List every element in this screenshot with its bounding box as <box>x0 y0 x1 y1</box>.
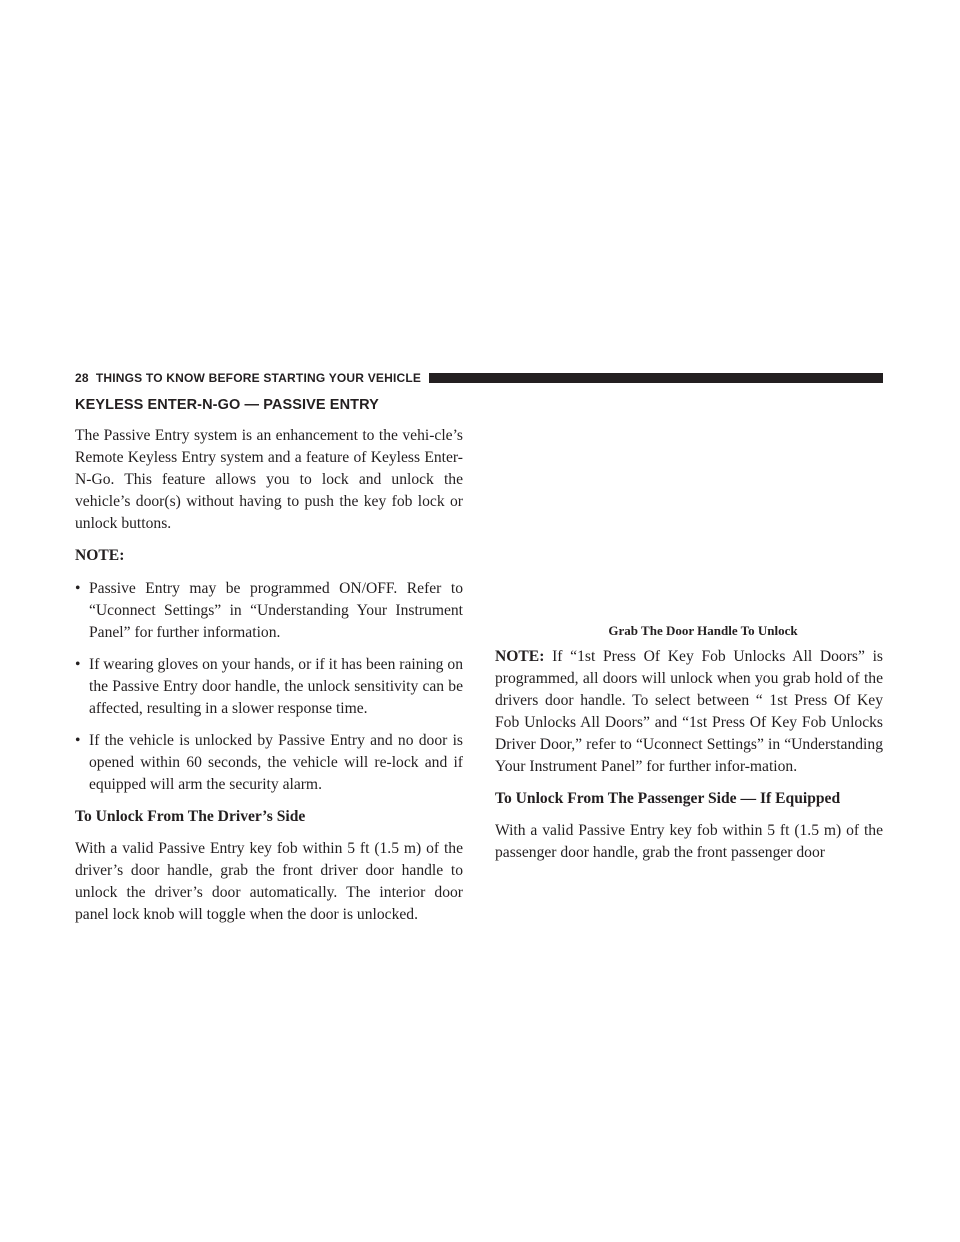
right-column <box>495 394 883 874</box>
driver-side-paragraph: With a valid Passive Entry key fob within 5 ft (1.5 m) of the driver’s door handle, grab the front driver door handle to unlock the driver’s door automatically. The interior door panel lock knob will toggle when the door is unlocked. <box>75 840 463 923</box>
bullet-icon: • <box>75 580 81 597</box>
figure-caption: Grab The Door Handle To Unlock <box>608 623 798 638</box>
bullet-icon: • <box>75 732 81 749</box>
note-text: If “1st Press Of Key Fob Unlocks All Doors” is programmed, all doors will unlock when you grab hold of the drivers door handle. To select between “ 1st Press Of Key Fob Unlocks All Doors” and “1st Press Of Key Fob Unlocks Driver Door,” refer to “Uconnect Settings” in “Understanding Your Instrument Panel” for further infor-mation. <box>495 648 883 775</box>
bullet-text: If wearing gloves on your hands, or if it has been raining on the Passive Entry door handle, the unlock sensitivity can be affected, resulting in a slower response time. <box>89 656 463 717</box>
note-label-inline: NOTE: <box>495 648 545 665</box>
passenger-side-paragraph: With a valid Passive Entry key fob within 5 ft (1.5 m) of the passenger door handle, grab the front passenger door <box>495 822 883 861</box>
left-column <box>75 394 463 936</box>
header-text <box>75 371 421 385</box>
driver-side-subhead: To Unlock From The Driver’s Side <box>75 808 306 825</box>
note-paragraph <box>495 646 883 778</box>
passenger-side-subhead: To Unlock From The Passenger Side — If Equipped <box>495 790 841 807</box>
page-number: 28 <box>75 371 89 385</box>
note-bullet-3 <box>75 730 463 796</box>
bullet-text: If the vehicle is unlocked by Passive Entry and no door is opened within 60 seconds, the vehicle will re-lock and if equipped will arm the security alarm. <box>89 732 463 793</box>
figure-placeholder <box>495 394 883 620</box>
section-title: KEYLESS ENTER-N-GO — PASSIVE ENTRY <box>75 397 379 413</box>
running-header <box>75 370 883 386</box>
header-title: THINGS TO KNOW BEFORE STARTING YOUR VEHICLE <box>95 371 422 385</box>
note-bullet-1 <box>75 578 463 644</box>
note-bullet-2 <box>75 654 463 720</box>
note-list <box>75 578 463 796</box>
bullet-icon: • <box>75 656 81 673</box>
note-label: NOTE: <box>75 547 125 564</box>
bullet-text: Passive Entry may be programmed ON/OFF. Refer to “Uconnect Settings” in “Understanding Your Instrument Panel” for further information. <box>89 580 463 641</box>
header-rule <box>429 373 883 383</box>
intro-paragraph: The Passive Entry system is an enhancement to the vehi-cle’s Remote Keyless Entry system and a feature of Keyless Enter-N-Go. This feature allows you to lock and unlock the vehicle’s door(s) without having to push the key fob lock or unlock buttons. <box>75 427 463 532</box>
